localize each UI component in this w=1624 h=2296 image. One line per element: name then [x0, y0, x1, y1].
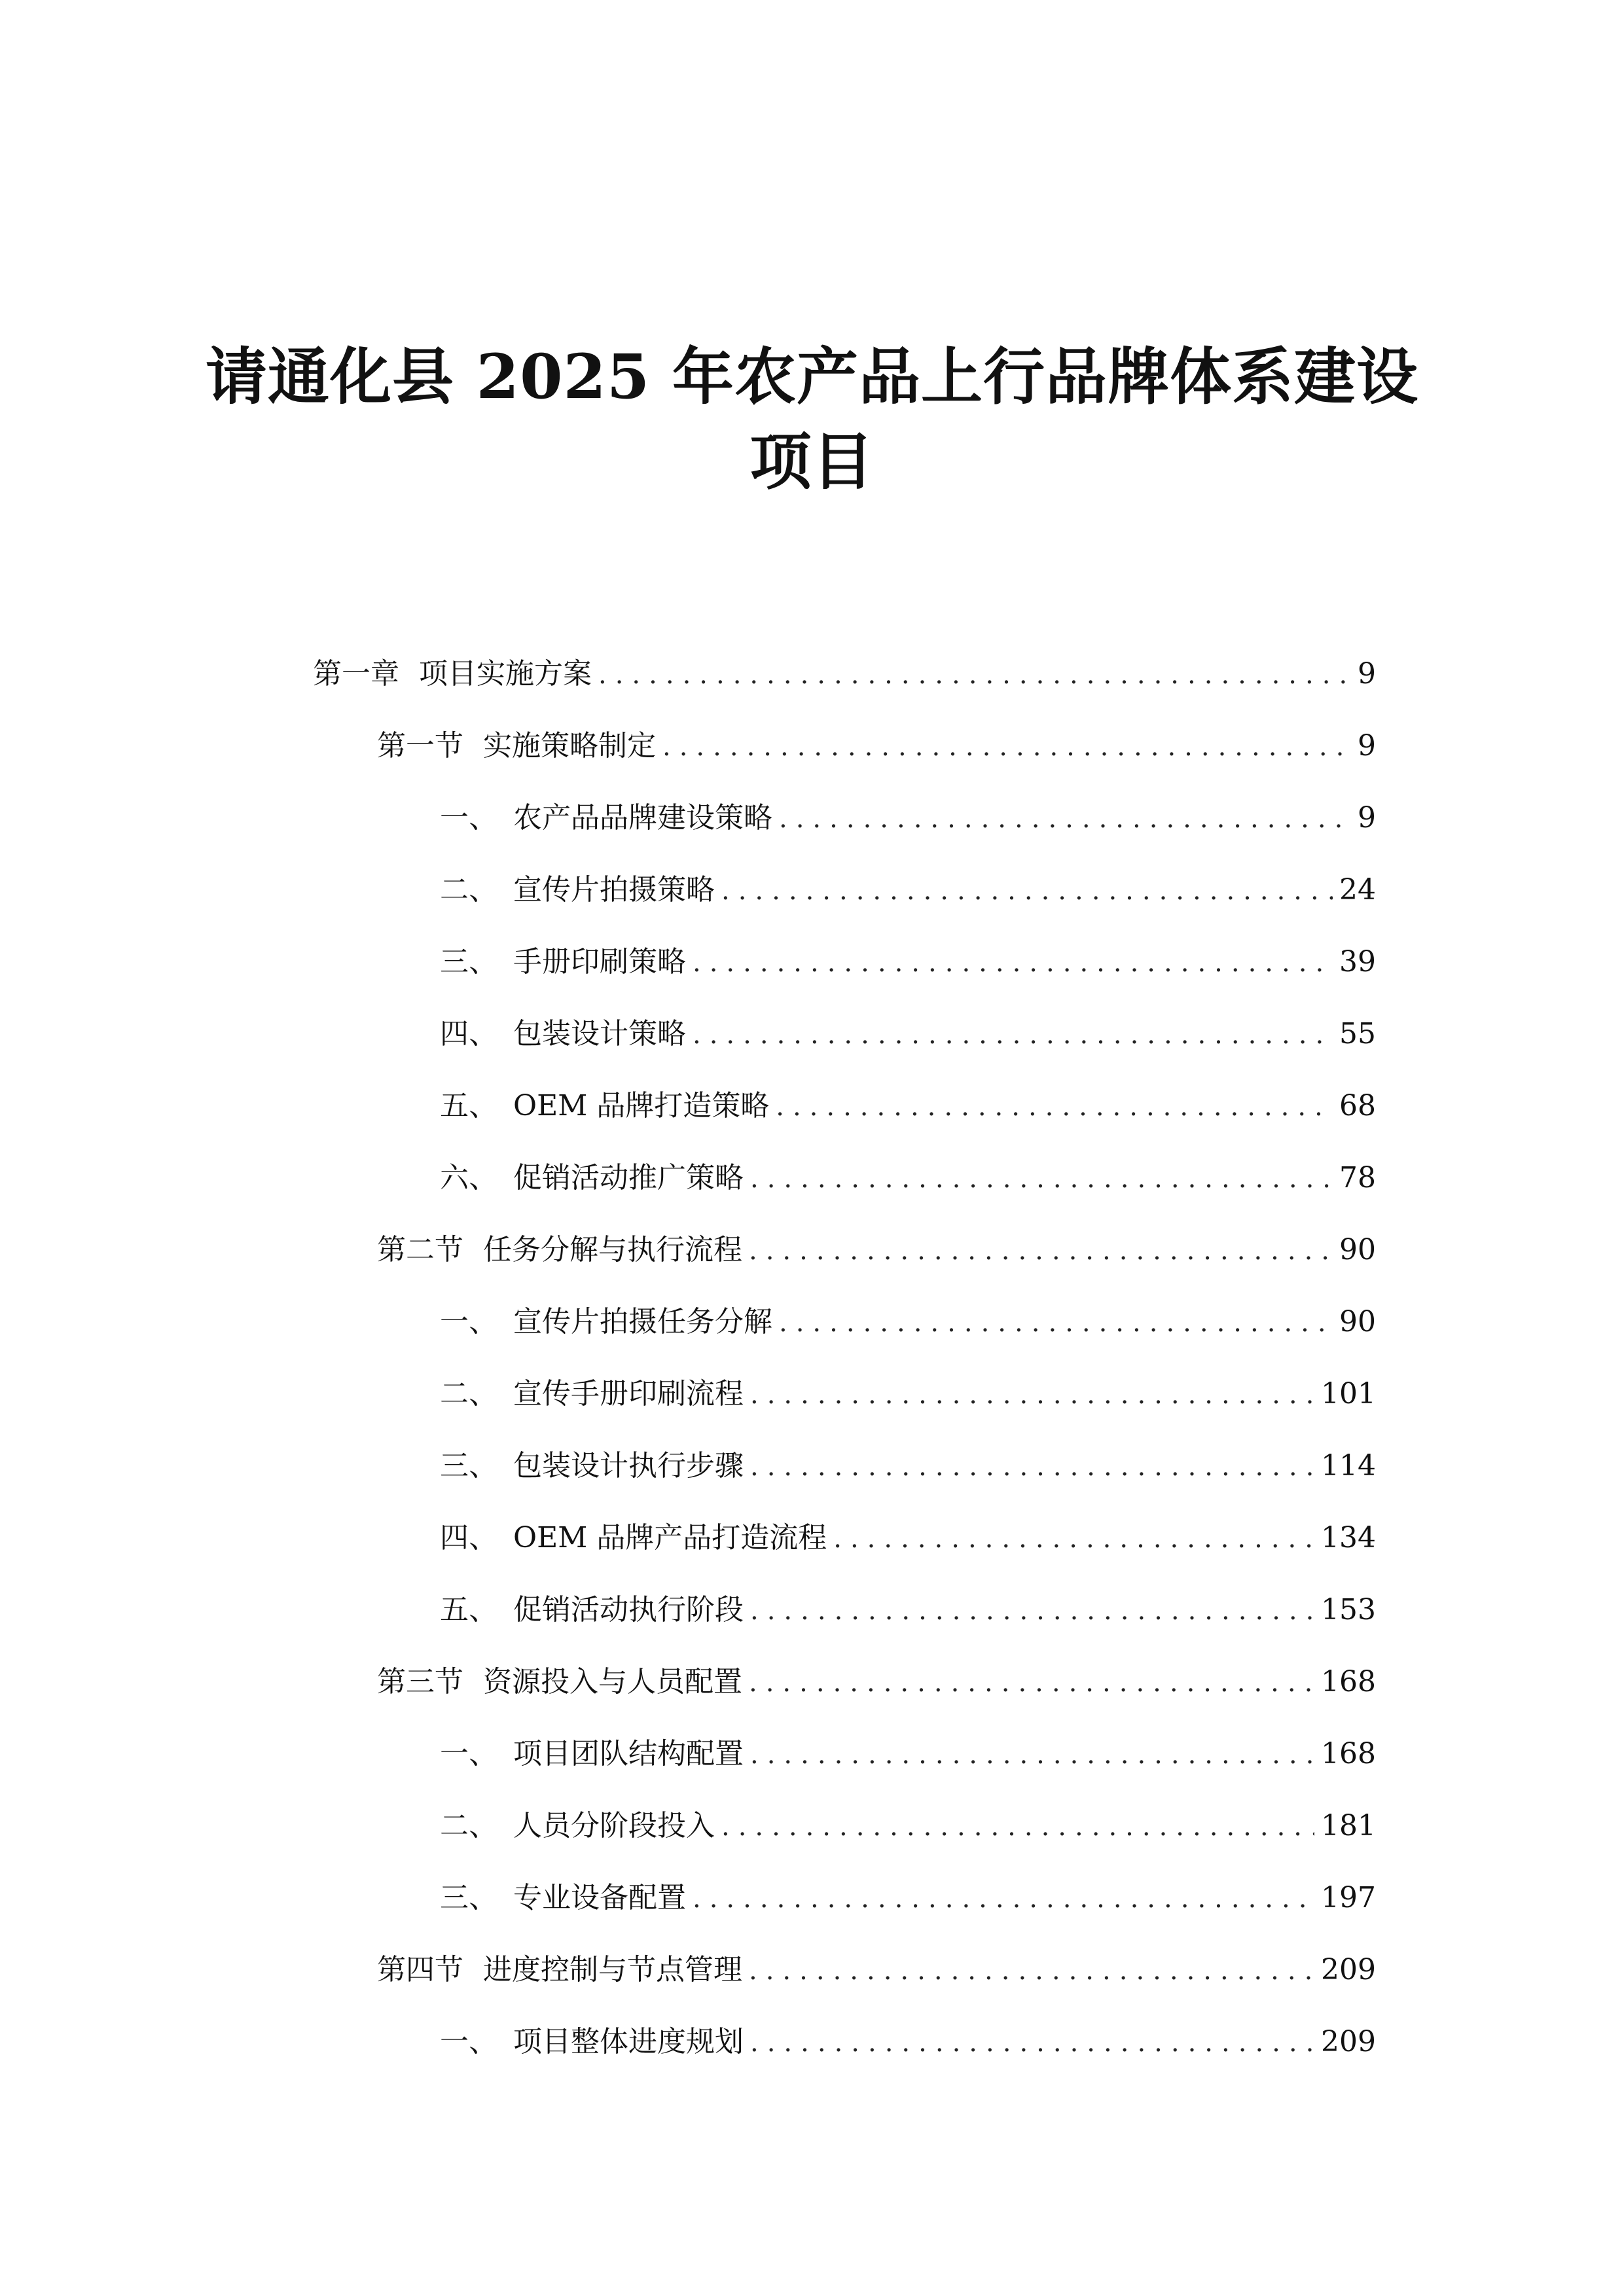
toc-dot-leader	[721, 872, 1333, 910]
toc-entry[interactable]	[440, 1793, 1376, 1846]
toc-dot-leader	[749, 1952, 1314, 1990]
toc-entry-number: 二、	[440, 873, 497, 906]
toc-entry-page-number: 90	[1339, 1305, 1376, 1338]
toc-dot-leader	[833, 1520, 1314, 1558]
toc-dot-leader	[750, 2024, 1314, 2062]
toc-entry-page-number: 55	[1339, 1017, 1376, 1050]
toc-entry-label: 项目团队结构配置	[513, 1737, 744, 1770]
toc-entry-label: 进度控制与节点管理	[483, 1953, 742, 1986]
toc-entry[interactable]	[440, 1721, 1376, 1774]
toc-dot-leader	[750, 1376, 1314, 1414]
toc-entry-page-number: 153	[1321, 1593, 1376, 1626]
toc-entry-number: 一、	[440, 1737, 497, 1770]
toc-entry-label: 资源投入与人员配置	[483, 1665, 742, 1698]
toc-entry-page-number: 39	[1339, 945, 1376, 978]
toc-dot-leader	[693, 1880, 1314, 1918]
toc-entry[interactable]	[440, 1865, 1376, 1918]
toc-entry-page-number: 78	[1339, 1161, 1376, 1194]
toc-entry-page-number: 9	[1358, 801, 1376, 834]
toc-dot-leader	[598, 656, 1351, 694]
toc-entry-page-number: 197	[1321, 1881, 1376, 1914]
toc-entry-page-number: 168	[1321, 1665, 1376, 1698]
toc-entry-label: OEM 品牌产品打造流程	[513, 1521, 827, 1554]
toc-entry[interactable]	[377, 1649, 1376, 1702]
toc-dot-leader	[779, 1304, 1333, 1342]
toc-dot-leader	[779, 800, 1351, 838]
toc-entry-number: 三、	[440, 1881, 497, 1914]
toc-dot-leader	[693, 1016, 1333, 1054]
toc-dot-leader	[693, 944, 1333, 982]
toc-entry-number: 六、	[440, 1161, 497, 1194]
toc-entry-number: 四、	[440, 1017, 497, 1050]
toc-dot-leader	[750, 1160, 1333, 1198]
toc-entry-number: 第一章	[313, 657, 399, 691]
toc-entry-number: 二、	[440, 1377, 497, 1410]
toc-entry-page-number: 68	[1339, 1089, 1376, 1122]
toc-entry-label: 项目整体进度规划	[513, 2025, 744, 2058]
toc-entry-page-number: 114	[1321, 1449, 1376, 1482]
toc-entry-page-number: 209	[1321, 1953, 1376, 1986]
toc-entry-number: 二、	[440, 1809, 497, 1842]
toc-entry-label: 包装设计执行步骤	[513, 1449, 744, 1482]
toc-entry-number: 三、	[440, 1449, 497, 1482]
toc-entry[interactable]	[440, 785, 1376, 838]
toc-dot-leader	[750, 1592, 1314, 1630]
toc-entry-page-number: 181	[1321, 1809, 1376, 1842]
toc-entry-label: OEM 品牌打造策略	[513, 1089, 770, 1122]
toc-entry-number: 三、	[440, 945, 497, 978]
toc-entry[interactable]	[377, 1217, 1376, 1270]
toc-dot-leader	[662, 728, 1351, 766]
toc-entry[interactable]	[440, 1505, 1376, 1558]
toc-dot-leader	[749, 1664, 1314, 1702]
toc-entry-label: 手册印刷策略	[513, 945, 686, 978]
toc-entry-page-number: 101	[1321, 1377, 1376, 1410]
toc-entry-label: 促销活动推广策略	[513, 1161, 744, 1194]
toc-dot-leader	[721, 1808, 1314, 1846]
toc-entry[interactable]	[313, 641, 1376, 694]
toc-entry-page-number: 9	[1358, 729, 1376, 762]
toc-dot-leader	[750, 1448, 1314, 1486]
toc-entry[interactable]	[377, 1937, 1376, 1990]
toc-dot-leader	[776, 1088, 1333, 1126]
toc-entry-label: 宣传片拍摄任务分解	[513, 1305, 772, 1338]
toc-entry[interactable]	[440, 1145, 1376, 1198]
toc-entry-label: 项目实施方案	[419, 657, 592, 691]
toc-entry[interactable]	[440, 857, 1376, 910]
toc-entry-number: 四、	[440, 1521, 497, 1554]
toc-entry-number: 第二节	[377, 1233, 463, 1266]
toc-entry-number: 第一节	[377, 729, 463, 762]
toc-entry-label: 人员分阶段投入	[513, 1809, 715, 1842]
toc-entry-number: 五、	[440, 1593, 497, 1626]
toc-entry[interactable]	[440, 1577, 1376, 1630]
toc-entry-label: 促销活动执行阶段	[513, 1593, 744, 1626]
toc-entry-label: 宣传手册印刷流程	[513, 1377, 744, 1410]
toc-entry-number: 五、	[440, 1089, 497, 1122]
toc-entry-number: 一、	[440, 801, 497, 834]
toc-entry-page-number: 24	[1339, 873, 1376, 906]
toc-entry-page-number: 134	[1321, 1521, 1376, 1554]
toc-dot-leader	[749, 1232, 1333, 1270]
toc-entry-number: 第四节	[377, 1953, 463, 1986]
toc-entry-page-number: 90	[1339, 1233, 1376, 1266]
document-title-line-2: 项目	[749, 426, 875, 498]
toc-entry-page-number: 9	[1358, 657, 1376, 691]
toc-entry[interactable]	[440, 1433, 1376, 1486]
toc-entry[interactable]	[440, 929, 1376, 982]
toc-entry-number: 一、	[440, 2025, 497, 2058]
toc-entry-number: 一、	[440, 1305, 497, 1338]
toc-entry[interactable]	[440, 1361, 1376, 1414]
toc-entry-label: 任务分解与执行流程	[483, 1233, 742, 1266]
toc-entry-number: 第三节	[377, 1665, 463, 1698]
toc-entry[interactable]	[440, 1289, 1376, 1342]
toc-entry-label: 宣传片拍摄策略	[513, 873, 715, 906]
toc-entry-page-number: 168	[1321, 1737, 1376, 1770]
toc-dot-leader	[750, 1736, 1314, 1774]
toc-entry-label: 农产品品牌建设策略	[513, 801, 772, 834]
toc-entry[interactable]	[377, 713, 1376, 766]
toc-entry[interactable]	[440, 1073, 1376, 1126]
toc-entry-label: 包装设计策略	[513, 1017, 686, 1050]
toc-entry[interactable]	[440, 2009, 1376, 2062]
toc-entry-page-number: 209	[1321, 2025, 1376, 2058]
toc-entry-label: 专业设备配置	[513, 1881, 686, 1914]
document-title-line-1: 请通化县 2025 年农产品上行品牌体系建设	[205, 341, 1419, 413]
toc-entry-label: 实施策略制定	[483, 729, 656, 762]
toc-entry[interactable]	[440, 1001, 1376, 1054]
